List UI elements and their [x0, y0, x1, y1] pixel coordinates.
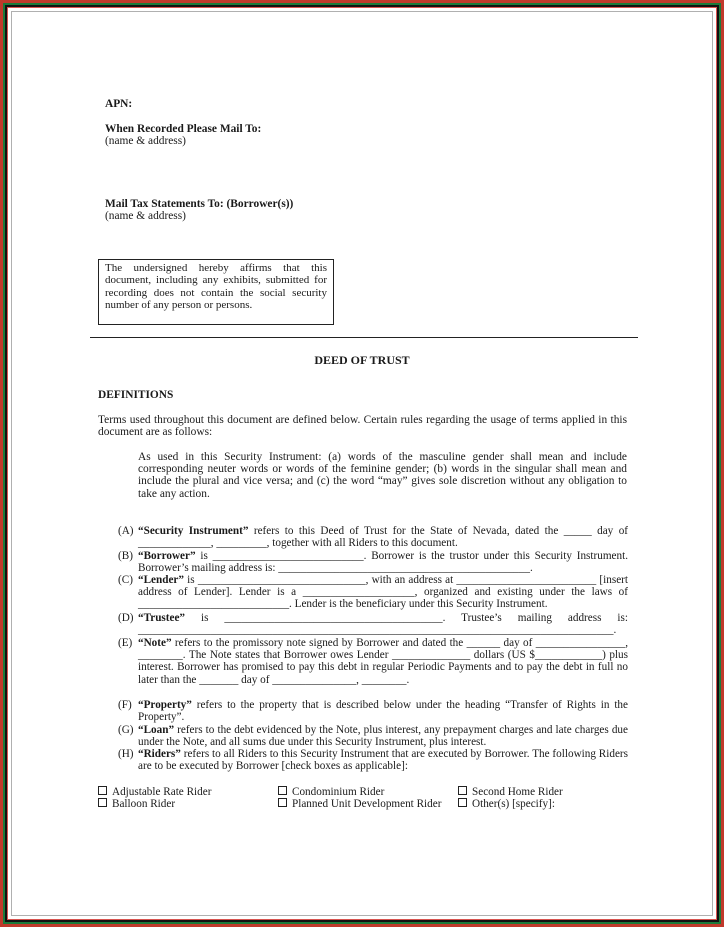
- checkbox-icon[interactable]: [98, 798, 107, 807]
- definition-body: is ______________________________, with an address at _________________________ [insert address of Lender]. Lender is a ____________________, organized and existing under the laws of ___________________________. Lender is the beneficiary under this Security Instrument.: [138, 574, 628, 611]
- definition-item: [118, 612, 628, 636]
- rider-label: Second Home Rider: [472, 786, 563, 798]
- definition-item-text: [138, 637, 628, 686]
- rider-option[interactable]: [98, 786, 211, 798]
- checkbox-icon[interactable]: [278, 798, 287, 807]
- definition-item-text: [138, 748, 628, 772]
- definition-item-text: [138, 612, 628, 636]
- definition-item: [118, 748, 628, 772]
- definition-term: “Property”: [138, 699, 192, 711]
- definition-item: [118, 637, 628, 686]
- definition-body: is ___________________________. Borrower is the trustor under this Security Instrument. Borrower’s mailing address is: _____________________________________________.: [138, 550, 628, 575]
- definition-body: refers to all Riders to this Security Instrument that are executed by Borrower. The following Riders are to be executed by Borrower [check boxes as applicable]:: [138, 748, 628, 773]
- definition-term: “Security Instrument”: [138, 525, 249, 537]
- definition-body: is _______________________________________. Trustee’s mailing address is: _____________________________________________________________________________________.: [138, 612, 628, 637]
- tax-statements-label: Mail Tax Statements To: (Borrower(s)): [105, 198, 294, 210]
- definition-term: “Lender”: [138, 574, 184, 586]
- rider-label: Condominium Rider: [292, 786, 385, 798]
- definition-item: [118, 525, 628, 549]
- mail-to-label: When Recorded Please Mail To:: [105, 123, 262, 135]
- definition-item-text: [138, 550, 628, 574]
- definition-body: refers to the property that is described below under the heading “Transfer of Rights in the Property”.: [138, 699, 628, 724]
- mail-to-value: (name & address): [105, 135, 186, 147]
- definition-item-label: (C): [118, 574, 133, 586]
- definition-item-label: (H): [118, 748, 134, 760]
- definition-item: [118, 699, 628, 723]
- definition-term: “Note”: [138, 637, 172, 649]
- definitions-intro: Terms used throughout this document are defined below. Certain rules regarding the usage of terms applied in this document are as follows:: [98, 414, 627, 439]
- definition-term: “Riders”: [138, 748, 181, 760]
- definition-term: “Loan”: [138, 724, 175, 736]
- document-title: DEED OF TRUST: [314, 353, 410, 367]
- definitions-heading: DEFINITIONS: [98, 389, 174, 401]
- definition-item-text: [138, 574, 628, 611]
- checkbox-icon[interactable]: [98, 786, 107, 795]
- definition-body: refers to the debt evidenced by the Note, plus interest, any prepayment charges and late charges due under the Note, and all sums due under this Security Instrument, plus interest.: [138, 724, 628, 749]
- definition-body: refers to the promissory note signed by Borrower and dated the ______ day of ________________, ________. The Note states that Borrower owes Lender ______________ dollars (US $____________) plus interest. Borrower has promised to pay this debt in regular Periodic Payments and to pay the debt in full no later than the _______ day of _______________, ________.: [138, 637, 628, 686]
- rider-option[interactable]: [278, 798, 446, 810]
- checkbox-icon[interactable]: [278, 786, 287, 795]
- definitions-rules: As used in this Security Instrument: (a) words of the masculine gender shall mean and include corresponding neuter words or words of the feminine gender; (b) words in the singular shall mean and include the plural and vice versa; and (c) the word “may” gives sole discretion without any obligation to take any action.: [138, 451, 627, 500]
- definition-item-label: (G): [118, 724, 134, 736]
- definition-item-text: [138, 525, 628, 549]
- rider-label: Balloon Rider: [112, 798, 176, 810]
- definition-term: “Trustee”: [138, 612, 186, 624]
- divider-rule: [90, 337, 638, 338]
- definition-item: [118, 574, 628, 611]
- definition-item: [118, 724, 628, 748]
- definition-item-label: (F): [118, 699, 132, 711]
- checkbox-icon[interactable]: [458, 798, 467, 807]
- rider-option[interactable]: [278, 786, 384, 798]
- definition-item-label: (A): [118, 525, 134, 537]
- definition-item-text: [138, 724, 628, 748]
- definition-item: [118, 550, 628, 574]
- rider-option[interactable]: [458, 786, 563, 798]
- definition-term: “Borrower”: [138, 550, 196, 562]
- definition-item-label: (B): [118, 550, 133, 562]
- definition-item-label: (E): [118, 637, 133, 649]
- rider-label: Other(s) [specify]:: [472, 798, 555, 810]
- rider-label: Adjustable Rate Rider: [112, 786, 212, 798]
- rider-option[interactable]: [458, 798, 555, 810]
- apn-label: APN:: [105, 98, 133, 110]
- ssn-notice-box: The undersigned hereby affirms that this document, including any exhibits, submitted for recording does not contain the social security number of any person or persons.: [98, 259, 334, 325]
- definition-item-label: (D): [118, 612, 134, 624]
- definition-item-text: [138, 699, 628, 723]
- tax-statements-value: (name & address): [105, 210, 186, 222]
- rider-option[interactable]: [98, 798, 175, 810]
- checkbox-icon[interactable]: [458, 786, 467, 795]
- definition-body: refers to this Deed of Trust for the State of Nevada, dated the _____ day of _____________, _________, together with all Riders to this document.: [138, 525, 629, 550]
- rider-label: Planned Unit Development Rider: [292, 798, 442, 810]
